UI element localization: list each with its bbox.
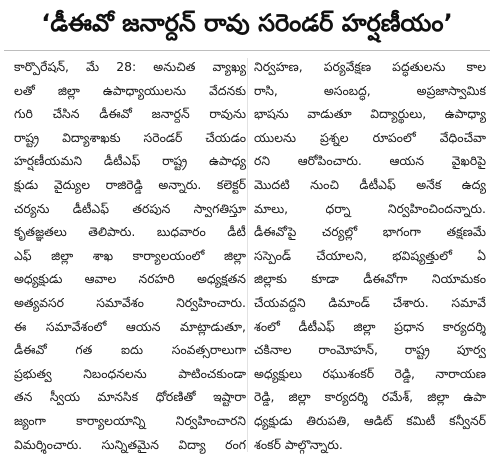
body-line: అధ్యక్షులు రఘుశంకర్ రెడ్డి, నారాయణ bbox=[254, 365, 486, 381]
body-line: రెడ్డి, జిల్లా కార్యదర్శి రమేశ్, జిల్లా ఉపా bbox=[254, 389, 486, 405]
body-line: రాష్ట్ర విద్యాశాఖకు సరెండర్ చేయడం bbox=[14, 129, 246, 145]
body-line: చకినాల రాంమోహన్, రాష్ట్ర పూర్వ bbox=[254, 342, 486, 358]
column-divider bbox=[247, 58, 248, 452]
body-line: జ్యంగా కార్యాలయాన్ని నిర్వహించారని bbox=[14, 412, 246, 428]
body-line: విమర్శించారు. సున్నితమైన విద్యా రంగ bbox=[14, 436, 246, 452]
body-line: జిల్లాకు కూడా డీఈవోగా నియామకం bbox=[254, 271, 486, 287]
body-line: లతో జిల్లా ఉపాధ్యాయులను వేదనకు bbox=[14, 82, 246, 98]
body-line: మాలు, ధర్నా నిర్వహించిందన్నారు. bbox=[254, 200, 486, 216]
article-column-right bbox=[254, 55, 486, 457]
body-line: గురి చేసిన డీఈవో జనార్దన్ రావును bbox=[14, 106, 246, 122]
article-column-left bbox=[14, 55, 246, 457]
body-line: ఈ సమావేశంలో ఆయన మాట్లాడుతూ, bbox=[14, 318, 246, 334]
body-line: మొదటి నుంచి డీటీఎఫ్ అనేక ఉద్య bbox=[254, 176, 486, 192]
body-line: ప్రభుత్వ నిబంధనలను పాటించకుండా bbox=[14, 365, 246, 381]
body-line: చేయవద్దని డిమాండ్ చేశారు. సమావే bbox=[254, 294, 486, 310]
body-line: అధ్యక్షుడు ఆవాల నరహరి అధ్యక్షతన bbox=[14, 271, 246, 287]
body-line: కృతజ్ఞతలు తెలిపారు. బుధవారం డీటీ bbox=[14, 224, 246, 240]
body-line: కార్పొరేషన్, మే 28: అనుచిత వ్యాఖ్య bbox=[14, 59, 246, 74]
headline-rule bbox=[4, 50, 490, 51]
body-line: డీఈవో గత ఐదు సంవత్సరాలుగా bbox=[14, 342, 246, 358]
article-headline: ‘డీఈవో జనార్దన్ రావు సరెండర్ హర్షణీయం’ bbox=[41, 9, 453, 37]
body-line: రని ఆరోపించారు. ఆయన వైఖరిపై bbox=[254, 153, 486, 169]
body-line: చర్యను డీటీఎఫ్ తరపున స్వాగతిస్తూ bbox=[14, 200, 246, 216]
body-line: ఎఫ్ జిల్లా శాఖ కార్యాలయంలో జిల్లా bbox=[14, 247, 246, 263]
body-line: సస్పెండ్ చేయాలని, భవిష్యత్తులో ఏ bbox=[254, 247, 486, 263]
body-line: శంకర్ పాల్గొన్నారు. bbox=[254, 436, 343, 452]
body-line: ధ్యక్షుడు తిరుపతి, ఆడిట్ కమిటీ కన్వీనర్ bbox=[254, 412, 486, 428]
body-line: హర్షణీయమని డీటీఎఫ్ రాష్ట్ర ఉపాధ్య bbox=[14, 153, 246, 169]
body-line: తన స్వీయ మానసిక ధోరణితో ఇష్టారా bbox=[14, 389, 246, 405]
body-line: యులను ప్రశ్నల రూపంలో వేధించేవా bbox=[254, 129, 486, 145]
body-line: భాషను వాడుతూ విద్యార్థులు, ఉపాధ్యా bbox=[254, 106, 486, 122]
body-line: డీఈవోపై చర్యల్లో భాగంగా తక్షణమే bbox=[254, 224, 486, 240]
body-line: శంలో డీటీఎఫ్ జిల్లా ప్రధాన కార్యదర్శి bbox=[254, 318, 486, 334]
body-line: క్షుడు వైద్యుల రాజిరెడ్డి అన్నారు. కలెక్టర్ bbox=[14, 176, 246, 192]
body-line: అత్యవసర సమావేశం నిర్వహించారు. bbox=[14, 294, 246, 310]
body-line: నిర్వహణ, పర్యవేక్షణ పద్ధతులను కాల bbox=[254, 59, 486, 74]
body-line: రాసి, అసంబద్ధ, అప్రజాస్వామిక bbox=[254, 82, 486, 98]
